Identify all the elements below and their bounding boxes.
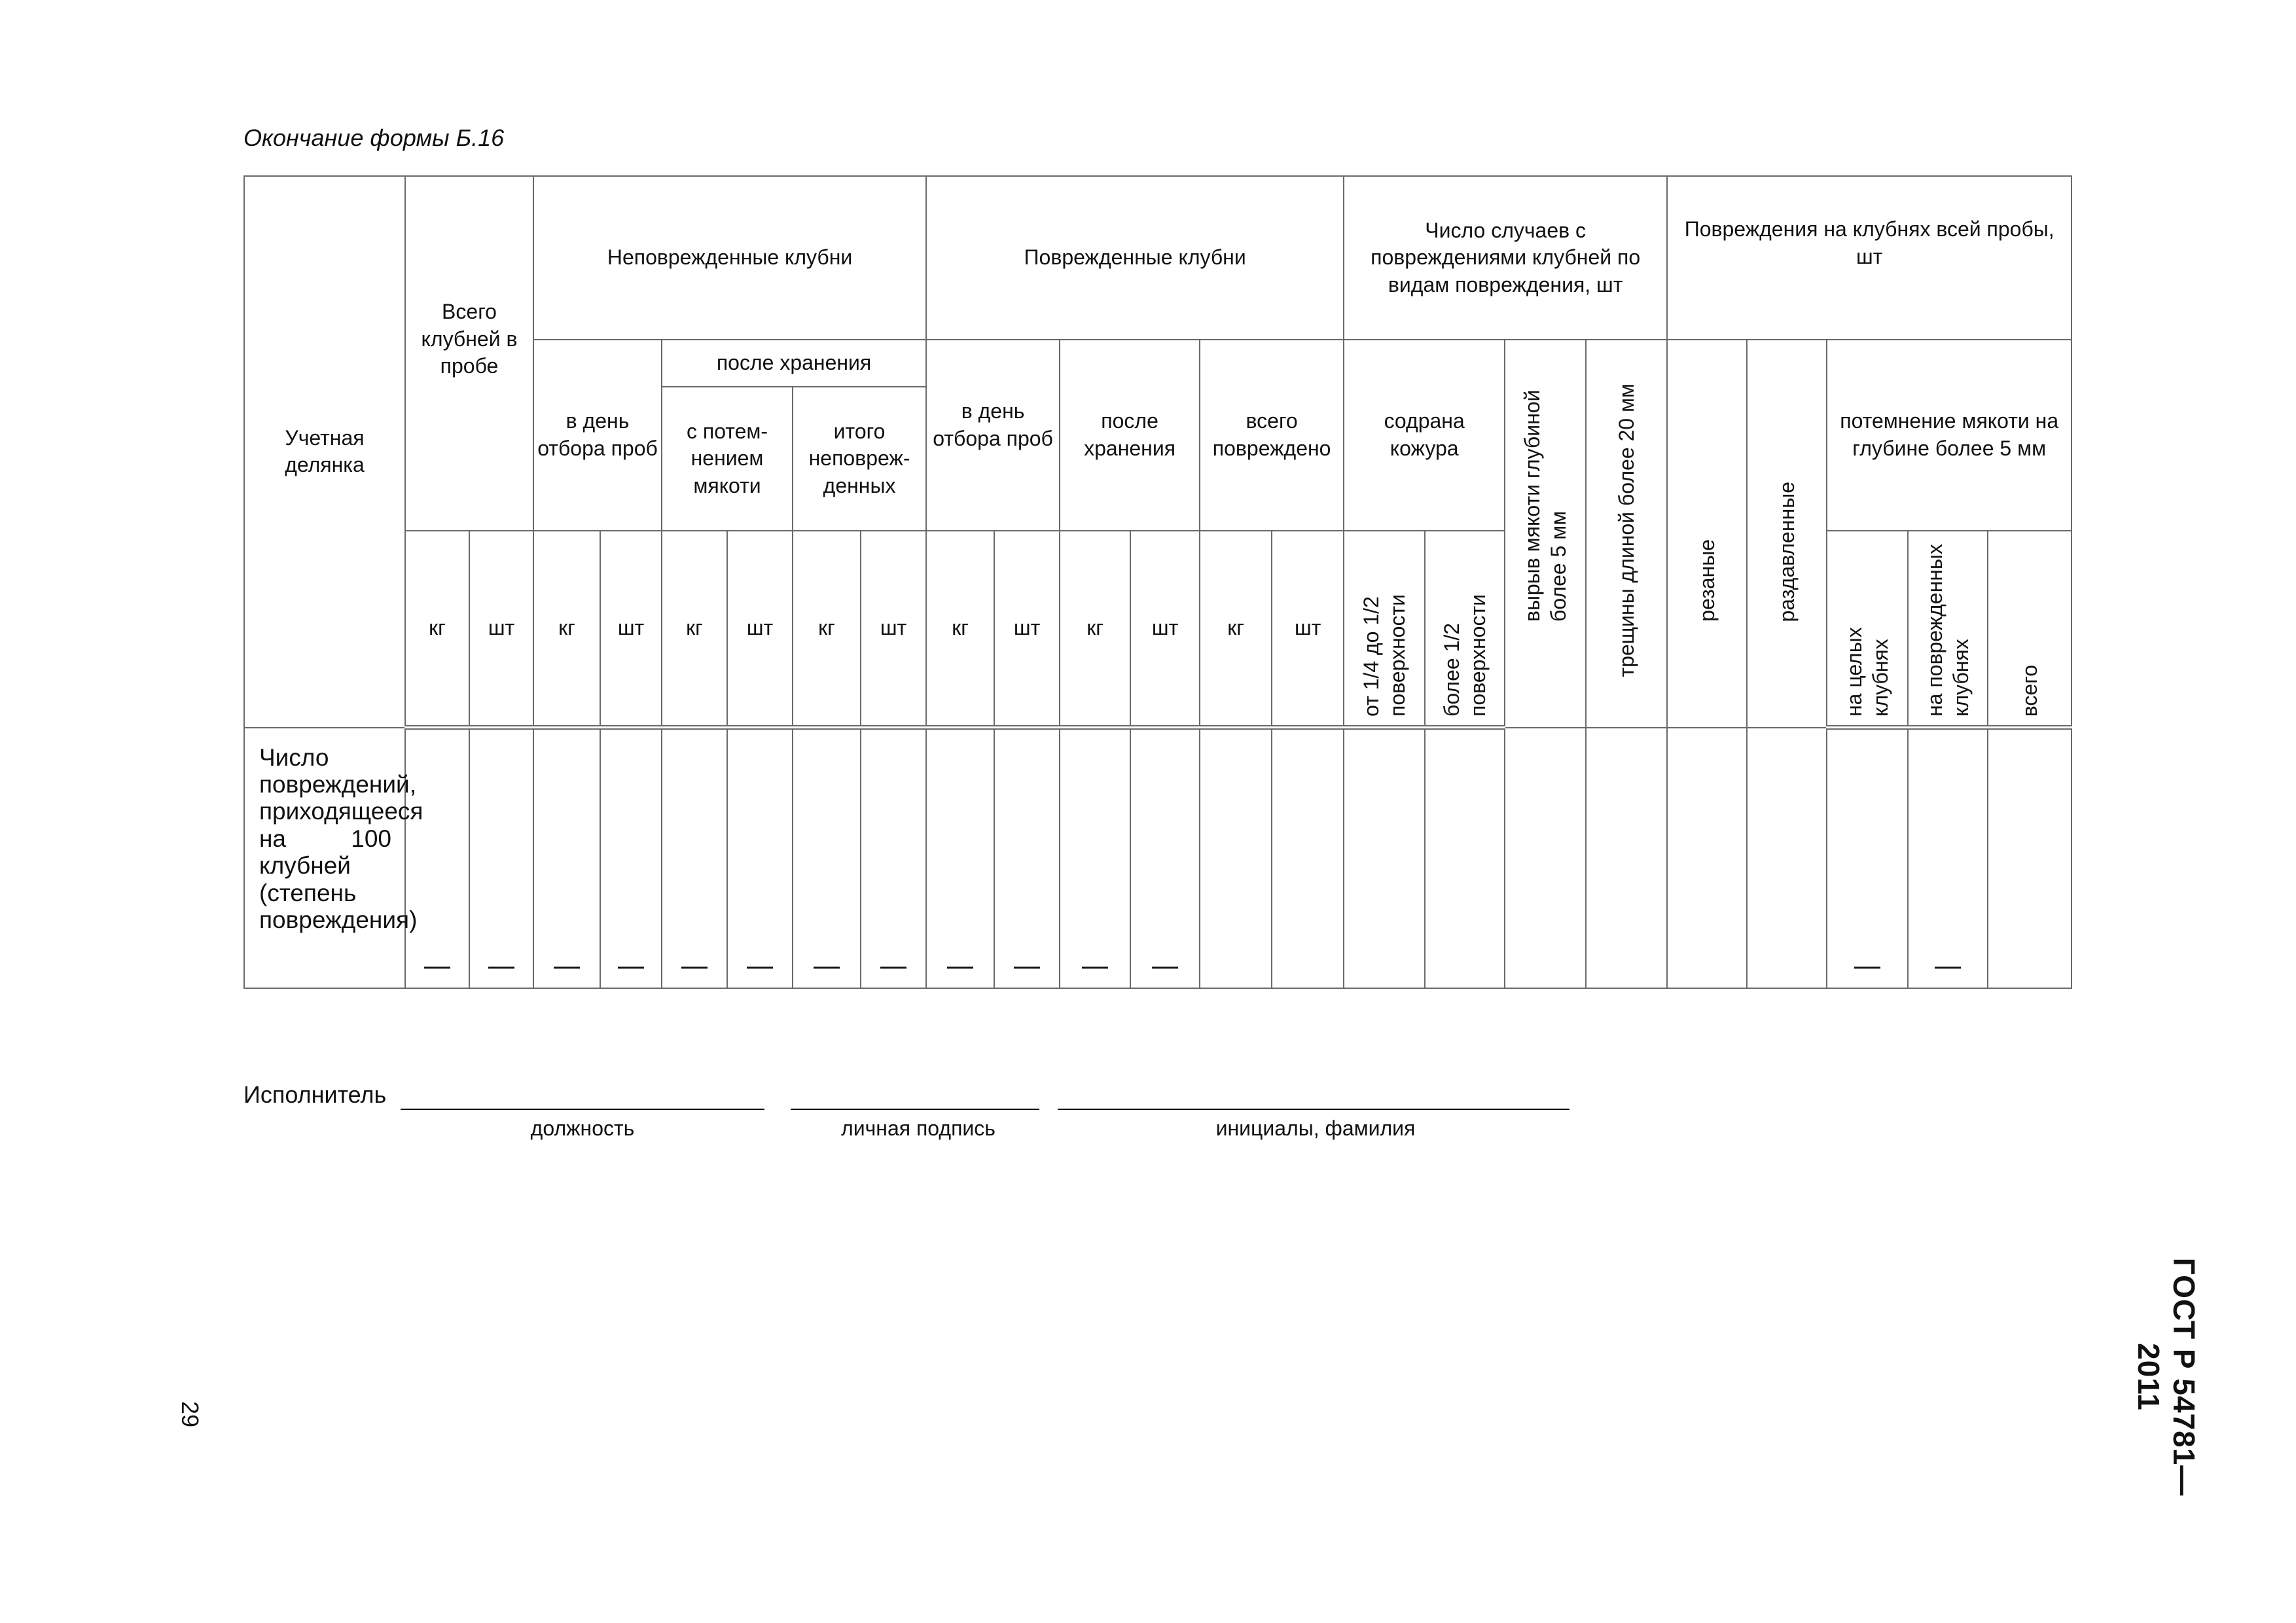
unit-kg: кг [533, 531, 600, 728]
header-ot-1-4: от 1/4 до 1/2 поверхности [1344, 531, 1425, 728]
dash-mark [681, 967, 708, 969]
cell-empty[interactable] [1586, 728, 1667, 988]
dash-mark [618, 967, 644, 969]
cell-dash[interactable] [469, 728, 533, 988]
dash-mark [1152, 967, 1178, 969]
dash-mark [554, 967, 580, 969]
unit-sht: шт [727, 531, 793, 728]
unit-sht: шт [1272, 531, 1344, 728]
dash-mark [947, 967, 973, 969]
unit-sht: шт [861, 531, 926, 728]
header-sodrana: содрана кожура [1344, 340, 1505, 531]
header-uchet: Учетная делянка [244, 176, 405, 728]
signature-line[interactable] [791, 1109, 1039, 1110]
header-v-den-2: в день отбора проб [926, 340, 1060, 531]
executor-label: Исполнитель [243, 1081, 387, 1108]
cell-empty[interactable] [1344, 728, 1425, 988]
name-line[interactable] [1058, 1109, 1570, 1110]
cell-dash[interactable] [405, 728, 469, 988]
cell-dash[interactable] [600, 728, 662, 988]
unit-kg: кг [926, 531, 994, 728]
form-caption: Окончание формы Б.16 [243, 124, 505, 151]
standard-designation: ГОСТ Р 54781—2011 [2132, 1257, 2201, 1497]
header-s-potem: с потем-нением мякоти [662, 387, 793, 531]
position-caption: должность [530, 1116, 635, 1140]
cell-dash[interactable] [1130, 728, 1200, 988]
cell-empty[interactable] [1425, 728, 1505, 988]
dash-mark [1014, 967, 1040, 969]
dash-mark [814, 967, 840, 969]
header-na-povr: на поврежденных клубнях [1908, 531, 1988, 728]
dash-mark [1854, 967, 1880, 969]
cell-dash[interactable] [1060, 728, 1130, 988]
header-na-celyh: на целых клубнях [1827, 531, 1908, 728]
unit-kg: кг [1060, 531, 1130, 728]
dash-mark [880, 967, 906, 969]
unit-kg: кг [1200, 531, 1272, 728]
dash-mark [1935, 967, 1961, 969]
position-line[interactable] [401, 1109, 764, 1110]
cell-dash[interactable] [926, 728, 994, 988]
header-vsego: Всего клубней в пробе [405, 176, 533, 531]
cell-dash[interactable] [662, 728, 727, 988]
header-povr-vsei: Повреждения на клубнях всей пробы, шт [1667, 176, 2072, 340]
unit-kg: кг [405, 531, 469, 728]
cell-dash[interactable] [861, 728, 926, 988]
cell-dash[interactable] [533, 728, 600, 988]
cell-empty[interactable] [1988, 728, 2072, 988]
name-caption: инициалы, фамилия [1215, 1116, 1416, 1140]
cell-empty[interactable] [1747, 728, 1827, 988]
cell-empty[interactable] [1505, 728, 1586, 988]
page-number: 29 [177, 1400, 204, 1428]
dash-mark [747, 967, 773, 969]
header-v-den-1: в день отбора проб [533, 340, 662, 531]
header-itogo: итого неповреж-денных [793, 387, 926, 531]
cell-empty[interactable] [1200, 728, 1272, 988]
header-bolee-1-2: более 1/2 поверхности [1425, 531, 1505, 728]
unit-sht: шт [1130, 531, 1200, 728]
unit-kg: кг [793, 531, 861, 728]
cell-empty[interactable] [1272, 728, 1344, 988]
dash-mark [488, 967, 514, 969]
header-vsego-last: всего [1988, 531, 2072, 728]
header-vsego-povr: всего повреждено [1200, 340, 1344, 531]
dash-mark [424, 967, 450, 969]
unit-sht: шт [469, 531, 533, 728]
unit-kg: кг [662, 531, 727, 728]
cell-dash[interactable] [727, 728, 793, 988]
header-potemnenie: потемнение мякоти на глубине более 5 мм [1827, 340, 2072, 531]
header-posle-hran: после хранения [662, 340, 926, 387]
header-treshiny: трещины длиной более 20 мм [1586, 340, 1667, 728]
damage-form-table [243, 175, 2072, 989]
unit-sht: шт [994, 531, 1060, 728]
header-nepovr: Неповрежденные клубни [533, 176, 926, 340]
header-posle-hran-2: после хранения [1060, 340, 1200, 531]
header-razdavl: раздавленные [1747, 340, 1827, 728]
cell-dash[interactable] [1908, 728, 1988, 988]
header-povr: Поврежденные клубни [926, 176, 1344, 340]
unit-sht: шт [600, 531, 662, 728]
header-chislo: Число случаев с повреждениями клубней по видам повреждения, шт [1344, 176, 1667, 340]
signature-caption: личная подпись [841, 1116, 996, 1140]
header-rezanye: резаные [1667, 340, 1747, 728]
header-vyryv: вырыв мякоти глубиной более 5 мм [1505, 340, 1586, 728]
dash-mark [1082, 967, 1108, 969]
row-label: Число повреждений, приходящееся на 100 клубней (степень повреждения) [244, 728, 405, 988]
cell-dash[interactable] [1827, 728, 1908, 988]
cell-dash[interactable] [994, 728, 1060, 988]
cell-dash[interactable] [793, 728, 861, 988]
cell-empty[interactable] [1667, 728, 1747, 988]
